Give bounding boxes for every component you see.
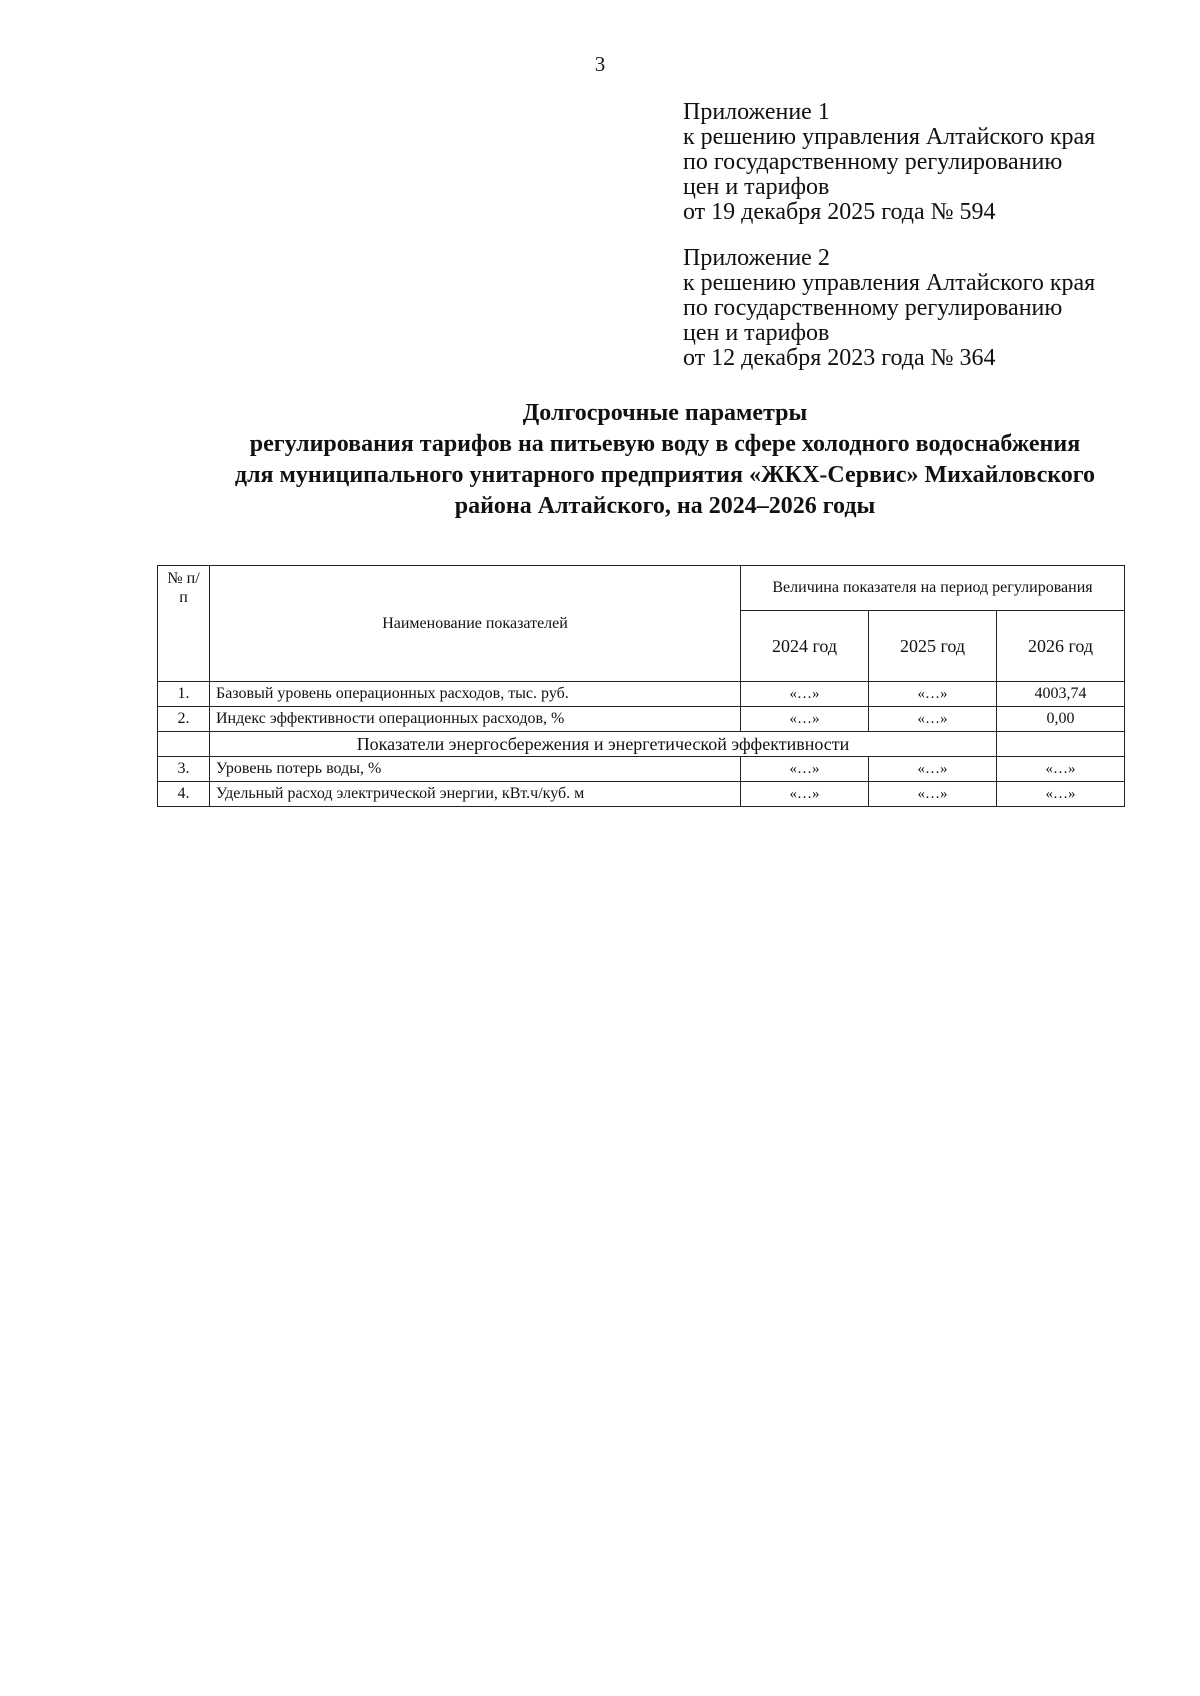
- appendix-2-line: по государственному регулированию: [683, 295, 1063, 321]
- title-line: Долгосрочные параметры: [522, 400, 808, 426]
- section-empty-cell: [158, 732, 210, 757]
- page-number: 3: [594, 52, 606, 76]
- appendix-2-line: от 12 декабря 2023 года № 364: [683, 345, 996, 371]
- row-name: Удельный расход электрической энергии, кВт.ч/куб. м: [210, 782, 741, 807]
- header-year-2025: 2025 год: [869, 611, 997, 682]
- title-line: для муниципального унитарного предприятия «ЖКХ-Сервис» Михайловского: [234, 462, 1096, 488]
- row-value-2026: 0,00: [997, 707, 1125, 732]
- appendix-1-line: цен и тарифов: [683, 174, 830, 200]
- table-header-row: [158, 566, 1125, 611]
- header-num: № п/п: [158, 566, 210, 682]
- row-name: Индекс эффективности операционных расходов, %: [210, 707, 741, 732]
- row-num: 3.: [158, 757, 210, 782]
- row-value-2025: «…»: [869, 782, 997, 807]
- row-num: 2.: [158, 707, 210, 732]
- row-value-2024: «…»: [741, 757, 869, 782]
- row-value-2025: «…»: [869, 707, 997, 732]
- table-row: [158, 707, 1125, 732]
- header-year-2024: 2024 год: [741, 611, 869, 682]
- title-line: регулирования тарифов на питьевую воду в сфере холодного водоснабжения: [249, 431, 1081, 457]
- header-name: Наименование показателей: [210, 566, 741, 682]
- row-value-2025: «…»: [869, 757, 997, 782]
- appendix-1-line: от 19 декабря 2025 года № 594: [683, 199, 996, 225]
- appendix-2-line: цен и тарифов: [683, 320, 830, 346]
- table-row: [158, 682, 1125, 707]
- appendix-2-line: Приложение 2: [683, 245, 830, 271]
- table-row: [158, 782, 1125, 807]
- appendix-2-line: к решению управления Алтайского края: [683, 270, 1096, 296]
- row-value-2024: «…»: [741, 707, 869, 732]
- appendix-1-block: [683, 100, 1163, 225]
- title-line: района Алтайского, на 2024–2026 годы: [454, 493, 876, 519]
- header-period: Величина показателя на период регулирования: [741, 566, 1125, 611]
- row-name: Базовый уровень операционных расходов, тыс. руб.: [210, 682, 741, 707]
- row-num: 4.: [158, 782, 210, 807]
- appendix-2-block: [683, 246, 1163, 371]
- table-section-row: [158, 732, 1125, 757]
- row-value-2024: «…»: [741, 782, 869, 807]
- row-value-2026: «…»: [997, 782, 1125, 807]
- row-value-2024: «…»: [741, 682, 869, 707]
- section-label: Показатели энергосбережения и энергетической эффективности: [210, 732, 997, 757]
- appendix-1-line: к решению управления Алтайского края: [683, 124, 1096, 150]
- table-row: [158, 757, 1125, 782]
- appendix-1-line: Приложение 1: [683, 99, 830, 125]
- parameters-table: [157, 565, 1125, 807]
- header-year-2026: 2026 год: [997, 611, 1125, 682]
- appendix-1-line: по государственному регулированию: [683, 149, 1063, 175]
- row-value-2026: «…»: [997, 757, 1125, 782]
- row-name: Уровень потерь воды, %: [210, 757, 741, 782]
- document-title: [150, 398, 1180, 522]
- row-value-2025: «…»: [869, 682, 997, 707]
- section-empty-cell: [997, 732, 1125, 757]
- row-num: 1.: [158, 682, 210, 707]
- row-value-2026: 4003,74: [997, 682, 1125, 707]
